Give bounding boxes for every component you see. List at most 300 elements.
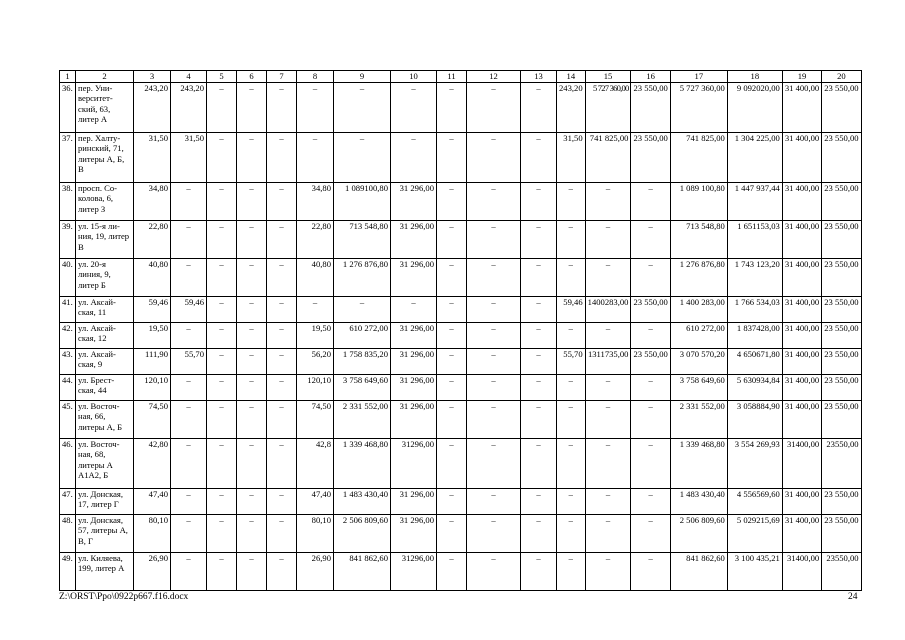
table-cell: – <box>557 221 586 259</box>
column-header: 14 <box>557 71 586 83</box>
table-cell: – <box>207 375 237 401</box>
table-cell: 841 862,60 <box>334 553 391 591</box>
table-cell: – <box>585 489 631 515</box>
table-cell: 31 400,00 <box>782 323 821 349</box>
table-cell: 40,80 <box>134 259 171 297</box>
table-cell: – <box>207 401 237 439</box>
table-cell: – <box>521 133 557 183</box>
table-cell: – <box>521 297 557 323</box>
table-cell: 5 630934,84 <box>727 375 782 401</box>
table-cell: 9 092020,00 <box>727 83 782 133</box>
table-cell: 31 400,00 <box>782 221 821 259</box>
table-row <box>60 515 862 553</box>
table-cell: 3 758 649,60 <box>670 375 727 401</box>
table-cell: 1 400 283,00 <box>670 297 727 323</box>
table-cell: – <box>437 439 467 489</box>
table-cell: – <box>267 401 297 439</box>
table-cell: 23 550,00 <box>822 183 861 221</box>
table-row <box>60 183 862 221</box>
table-cell: 34,80 <box>297 183 334 221</box>
header-row <box>60 71 862 83</box>
table-cell: – <box>391 83 437 133</box>
table-cell: 1 447 937,44 <box>727 183 782 221</box>
table-cell: – <box>207 489 237 515</box>
table-cell: – <box>585 221 631 259</box>
table-cell: 1 651153,03 <box>727 221 782 259</box>
table-cell: – <box>437 259 467 297</box>
table-cell: 23 550,00 <box>822 323 861 349</box>
table-cell: 59,46 <box>557 297 586 323</box>
row-number: 44. <box>60 375 76 401</box>
table-cell: – <box>267 221 297 259</box>
table-cell: 1 304 225,00 <box>727 133 782 183</box>
table-cell: 31 296,00 <box>391 401 437 439</box>
table-cell: 111,90 <box>134 349 171 375</box>
table-row <box>60 221 862 259</box>
column-header: 15 <box>585 71 631 83</box>
table-cell: – <box>237 221 267 259</box>
table-row <box>60 133 862 183</box>
table-row <box>60 349 862 375</box>
table-cell: – <box>171 375 207 401</box>
column-header: 1 <box>60 71 76 83</box>
table-cell: 5 029215,69 <box>727 515 782 553</box>
table-cell: 42,80 <box>134 439 171 489</box>
table-cell: 31 296,00 <box>391 349 437 375</box>
table-cell: 741 825,00 <box>585 133 631 183</box>
table-cell: 1311735,00 <box>585 349 631 375</box>
table-cell: 59,46 <box>134 297 171 323</box>
table-cell: – <box>557 515 586 553</box>
table-cell: – <box>437 133 467 183</box>
table-cell: – <box>171 553 207 591</box>
table-cell: – <box>267 83 297 133</box>
table-cell: – <box>467 553 521 591</box>
table-cell: 31 400,00 <box>782 349 821 375</box>
table-cell: – <box>267 375 297 401</box>
table-cell: 3 554 269,93 <box>727 439 782 489</box>
table-row <box>60 439 862 489</box>
address-cell: ул. Донская, 57, литеры А, В, Г <box>76 515 134 553</box>
column-header: 7 <box>267 71 297 83</box>
table-cell: 22,80 <box>134 221 171 259</box>
table-cell: 31 400,00 <box>782 259 821 297</box>
table-cell: 31,50 <box>557 133 586 183</box>
table-cell: – <box>631 401 670 439</box>
table-cell: – <box>237 489 267 515</box>
table-cell: – <box>521 489 557 515</box>
table-cell: 59,46 <box>171 297 207 323</box>
table-cell: – <box>267 349 297 375</box>
address-cell: ул. 15-я ли-ния, 19, литер В <box>76 221 134 259</box>
table-cell: 23550,00 <box>822 439 861 489</box>
address-cell: ул. Киляева, 199, литер А <box>76 553 134 591</box>
table-cell: 23 550,00 <box>631 133 670 183</box>
table-cell: 713 548,80 <box>670 221 727 259</box>
table-cell: 1 339 468,80 <box>334 439 391 489</box>
table-cell: – <box>631 375 670 401</box>
table-cell: – <box>171 515 207 553</box>
row-number: 43. <box>60 349 76 375</box>
table-cell: – <box>237 259 267 297</box>
table-cell: – <box>467 439 521 489</box>
table-cell: – <box>267 259 297 297</box>
table-cell: 42,8 <box>297 439 334 489</box>
row-number: 40. <box>60 259 76 297</box>
table-cell: 23 550,00 <box>822 489 861 515</box>
table-cell: 23 550,00 <box>631 297 670 323</box>
table-cell: 31 400,00 <box>782 401 821 439</box>
table-cell: – <box>237 297 267 323</box>
table-cell: 31296,00 <box>391 553 437 591</box>
row-number: 39. <box>60 221 76 259</box>
page-number: 24 <box>848 592 858 602</box>
table-cell: 4 650671,80 <box>727 349 782 375</box>
table-cell: 31 400,00 <box>782 83 821 133</box>
table-cell: – <box>585 375 631 401</box>
table-cell: – <box>237 133 267 183</box>
table-cell: 1 758 835,20 <box>334 349 391 375</box>
table-cell: – <box>267 183 297 221</box>
table-cell: 4 556569,60 <box>727 489 782 515</box>
table-cell: – <box>171 259 207 297</box>
address-cell: ул. 20-я линия, 9, литер Б <box>76 259 134 297</box>
table-cell: 1400283,00 <box>585 297 631 323</box>
table-cell: 1 743 123,20 <box>727 259 782 297</box>
table-cell: – <box>585 259 631 297</box>
table-cell: – <box>631 221 670 259</box>
table-cell: 5 727 360,00 <box>585 83 631 133</box>
table-cell: – <box>521 221 557 259</box>
table-cell: – <box>437 515 467 553</box>
table-cell: – <box>557 323 586 349</box>
table-cell: – <box>631 515 670 553</box>
column-header: 5 <box>207 71 237 83</box>
table-cell: – <box>557 401 586 439</box>
table-cell: 23 550,00 <box>822 259 861 297</box>
table-cell: – <box>237 515 267 553</box>
table-cell: – <box>521 83 557 133</box>
table-cell: – <box>631 489 670 515</box>
table-cell: – <box>237 439 267 489</box>
table-cell: 1 483 430,40 <box>334 489 391 515</box>
table-cell: – <box>391 133 437 183</box>
table-row <box>60 323 862 349</box>
table-cell: – <box>585 323 631 349</box>
table-cell: – <box>297 133 334 183</box>
table-cell: 3 058884,90 <box>727 401 782 439</box>
address-cell: ул. Восточ-ная, 68, литеры А А1А2, Б <box>76 439 134 489</box>
table-cell: 1 089 100,80 <box>670 183 727 221</box>
column-header: 11 <box>437 71 467 83</box>
row-number: 41. <box>60 297 76 323</box>
table-cell: – <box>237 401 267 439</box>
address-cell: ул. Аксай-ская, 11 <box>76 297 134 323</box>
table-cell: – <box>207 439 237 489</box>
table-cell: – <box>171 221 207 259</box>
table-cell: 23 550,00 <box>822 375 861 401</box>
address-cell: ул. Восточ-ная, 66, литеры А, Б <box>76 401 134 439</box>
column-header: 12 <box>467 71 521 83</box>
table-cell: 23 550,00 <box>822 83 861 133</box>
table-cell: 40,80 <box>297 259 334 297</box>
table-row <box>60 297 862 323</box>
row-number: 36. <box>60 83 76 133</box>
table-cell: – <box>267 515 297 553</box>
table-cell: 610 272,00 <box>334 323 391 349</box>
table-cell: 47,40 <box>297 489 334 515</box>
table-cell: 1 483 430,40 <box>670 489 727 515</box>
column-header: 4 <box>171 71 207 83</box>
table-cell: 55,70 <box>557 349 586 375</box>
table-cell: – <box>631 553 670 591</box>
table-cell: – <box>467 401 521 439</box>
table-cell: – <box>521 515 557 553</box>
table-cell: 3 758 649,60 <box>334 375 391 401</box>
table-cell: – <box>557 259 586 297</box>
table-cell: 56,20 <box>297 349 334 375</box>
table-cell: – <box>334 83 391 133</box>
table-cell: 31,50 <box>171 133 207 183</box>
table-cell: – <box>467 259 521 297</box>
table-cell: – <box>334 297 391 323</box>
table-cell: – <box>467 375 521 401</box>
table-cell: 713 548,80 <box>334 221 391 259</box>
table-cell: 31 296,00 <box>391 489 437 515</box>
table-cell: 741 825,00 <box>670 133 727 183</box>
table-cell: – <box>521 553 557 591</box>
table-cell: 1 837428,00 <box>727 323 782 349</box>
table-cell: 2 331 552,00 <box>670 401 727 439</box>
table-cell: – <box>171 489 207 515</box>
table-cell: – <box>631 259 670 297</box>
table-cell: – <box>437 183 467 221</box>
table-cell: 1 276 876,80 <box>670 259 727 297</box>
table-cell: 23 550,00 <box>631 349 670 375</box>
table-cell: 243,20 <box>171 83 207 133</box>
table-row <box>60 553 862 591</box>
table-cell: – <box>171 401 207 439</box>
column-header: 19 <box>782 71 821 83</box>
table-cell: – <box>207 323 237 349</box>
row-number: 42. <box>60 323 76 349</box>
table-cell: 31400,00 <box>782 553 821 591</box>
table-cell: – <box>297 83 334 133</box>
table-cell: – <box>585 515 631 553</box>
column-header: 18 <box>727 71 782 83</box>
table-row <box>60 259 862 297</box>
table-cell: – <box>297 297 334 323</box>
table-cell: 74,50 <box>134 401 171 439</box>
column-header: 6 <box>237 71 267 83</box>
row-number: 45. <box>60 401 76 439</box>
table-cell: – <box>237 323 267 349</box>
table-row <box>60 375 862 401</box>
table-cell: – <box>437 375 467 401</box>
table-row <box>60 401 862 439</box>
table-cell: – <box>391 297 437 323</box>
row-number: 37. <box>60 133 76 183</box>
column-header: 8 <box>297 71 334 83</box>
table-cell: – <box>207 183 237 221</box>
table-cell: 23 550,00 <box>822 297 861 323</box>
table-cell: – <box>437 297 467 323</box>
table-cell: 80,10 <box>134 515 171 553</box>
table-cell: – <box>207 259 237 297</box>
table-cell: – <box>557 439 586 489</box>
table-cell: 47,40 <box>134 489 171 515</box>
table-cell: 31 296,00 <box>391 221 437 259</box>
table-cell: 841 862,60 <box>670 553 727 591</box>
table-cell: 23 550,00 <box>822 133 861 183</box>
table-cell: – <box>437 553 467 591</box>
column-header: 13 <box>521 71 557 83</box>
table-cell: 31400,00 <box>782 439 821 489</box>
table-cell: – <box>267 297 297 323</box>
table-cell: 23 550,00 <box>822 401 861 439</box>
table-cell: 1 089100,80 <box>334 183 391 221</box>
table-cell: 243,20 <box>134 83 171 133</box>
table-cell: – <box>467 349 521 375</box>
table-cell: – <box>585 553 631 591</box>
table-cell: 19,50 <box>134 323 171 349</box>
table-cell: – <box>267 553 297 591</box>
table-cell: – <box>467 323 521 349</box>
column-header: 17 <box>670 71 727 83</box>
table-cell: – <box>267 489 297 515</box>
row-number: 46. <box>60 439 76 489</box>
address-cell: ул. Аксай-ская, 12 <box>76 323 134 349</box>
table-cell: 1 339 468,80 <box>670 439 727 489</box>
row-number: 38. <box>60 183 76 221</box>
table-cell: – <box>521 259 557 297</box>
table-cell: – <box>207 221 237 259</box>
table-cell: 22,80 <box>297 221 334 259</box>
table-cell: 23 550,00 <box>631 83 670 133</box>
file-path: Z:\ORST\Ppo\0922p667.f16.docx <box>59 592 189 602</box>
table-cell: – <box>467 297 521 323</box>
table-cell: – <box>437 323 467 349</box>
address-cell: пер. Халту-ринский, 71, литеры А, Б, В <box>76 133 134 183</box>
table-cell: – <box>171 323 207 349</box>
table-cell: 243,20 <box>557 83 586 133</box>
table-cell: – <box>585 183 631 221</box>
table-cell: – <box>171 183 207 221</box>
table-cell: – <box>267 323 297 349</box>
table-cell: – <box>521 323 557 349</box>
table-cell: 34,80 <box>134 183 171 221</box>
data-table <box>59 70 862 591</box>
table-cell: 1 276 876,80 <box>334 259 391 297</box>
table-cell: – <box>557 183 586 221</box>
table-cell: – <box>557 375 586 401</box>
table-cell: 31 400,00 <box>782 133 821 183</box>
table-cell: – <box>521 375 557 401</box>
table-cell: 31,50 <box>134 133 171 183</box>
table-cell: 31 400,00 <box>782 515 821 553</box>
table-cell: 74,50 <box>297 401 334 439</box>
table-cell: 19,50 <box>297 323 334 349</box>
table-cell: – <box>467 489 521 515</box>
table-cell: – <box>467 183 521 221</box>
table-cell: – <box>585 439 631 489</box>
table-cell: – <box>267 133 297 183</box>
column-header: 10 <box>391 71 437 83</box>
address-cell: просп. Со-колова, 6, литер З <box>76 183 134 221</box>
table-cell: – <box>557 489 586 515</box>
table-cell: 31296,00 <box>391 439 437 489</box>
table-cell: – <box>521 401 557 439</box>
address-cell: пер. Уни-верситет-ский, 63, литер А <box>76 83 134 133</box>
table-cell: – <box>237 83 267 133</box>
table-cell: 31 400,00 <box>782 375 821 401</box>
table-row <box>60 489 862 515</box>
table-cell: – <box>437 221 467 259</box>
table-cell: – <box>557 553 586 591</box>
column-header: 3 <box>134 71 171 83</box>
table-cell: 31 400,00 <box>782 183 821 221</box>
table-cell: – <box>521 349 557 375</box>
table-cell: – <box>631 323 670 349</box>
table-cell: 5 727 360,00 <box>670 83 727 133</box>
address-cell: ул. Брест-ская, 44 <box>76 375 134 401</box>
table-cell: – <box>207 297 237 323</box>
table-cell: – <box>237 553 267 591</box>
table-cell: 31 296,00 <box>391 323 437 349</box>
table-cell: – <box>171 439 207 489</box>
table-cell: 31 296,00 <box>391 375 437 401</box>
table-cell: – <box>207 553 237 591</box>
table-cell: – <box>467 83 521 133</box>
table-cell: – <box>631 183 670 221</box>
table-cell: – <box>521 439 557 489</box>
table-cell: – <box>437 489 467 515</box>
table-cell: 23 550,00 <box>822 221 861 259</box>
table-cell: – <box>585 401 631 439</box>
column-header: 2 <box>76 71 134 83</box>
column-header: 9 <box>334 71 391 83</box>
table-cell: – <box>237 183 267 221</box>
table-cell: 23 550,00 <box>822 515 861 553</box>
table-cell: 120,10 <box>297 375 334 401</box>
table-cell: 23 550,00 <box>822 349 861 375</box>
table-cell: 80,10 <box>297 515 334 553</box>
table-cell: 26,90 <box>134 553 171 591</box>
table-cell: – <box>207 349 237 375</box>
table-cell: 3 070 570,20 <box>670 349 727 375</box>
table-cell: – <box>237 349 267 375</box>
table-cell: – <box>207 83 237 133</box>
row-number: 47. <box>60 489 76 515</box>
table-cell: – <box>437 83 467 133</box>
table-cell: 31 296,00 <box>391 515 437 553</box>
table-cell: 1 766 534,03 <box>727 297 782 323</box>
table-cell: – <box>467 133 521 183</box>
table-cell: 23550,00 <box>822 553 861 591</box>
table-cell: 120,10 <box>134 375 171 401</box>
table-cell: – <box>207 515 237 553</box>
table-cell: – <box>467 515 521 553</box>
table-cell: 31 400,00 <box>782 297 821 323</box>
table-cell: – <box>437 401 467 439</box>
table-cell: 31 296,00 <box>391 183 437 221</box>
column-header: 20 <box>822 71 861 83</box>
table-cell: 31 400,00 <box>782 489 821 515</box>
table-cell: 26,90 <box>297 553 334 591</box>
table-cell: – <box>207 133 237 183</box>
table-cell: – <box>334 133 391 183</box>
row-number: 48. <box>60 515 76 553</box>
